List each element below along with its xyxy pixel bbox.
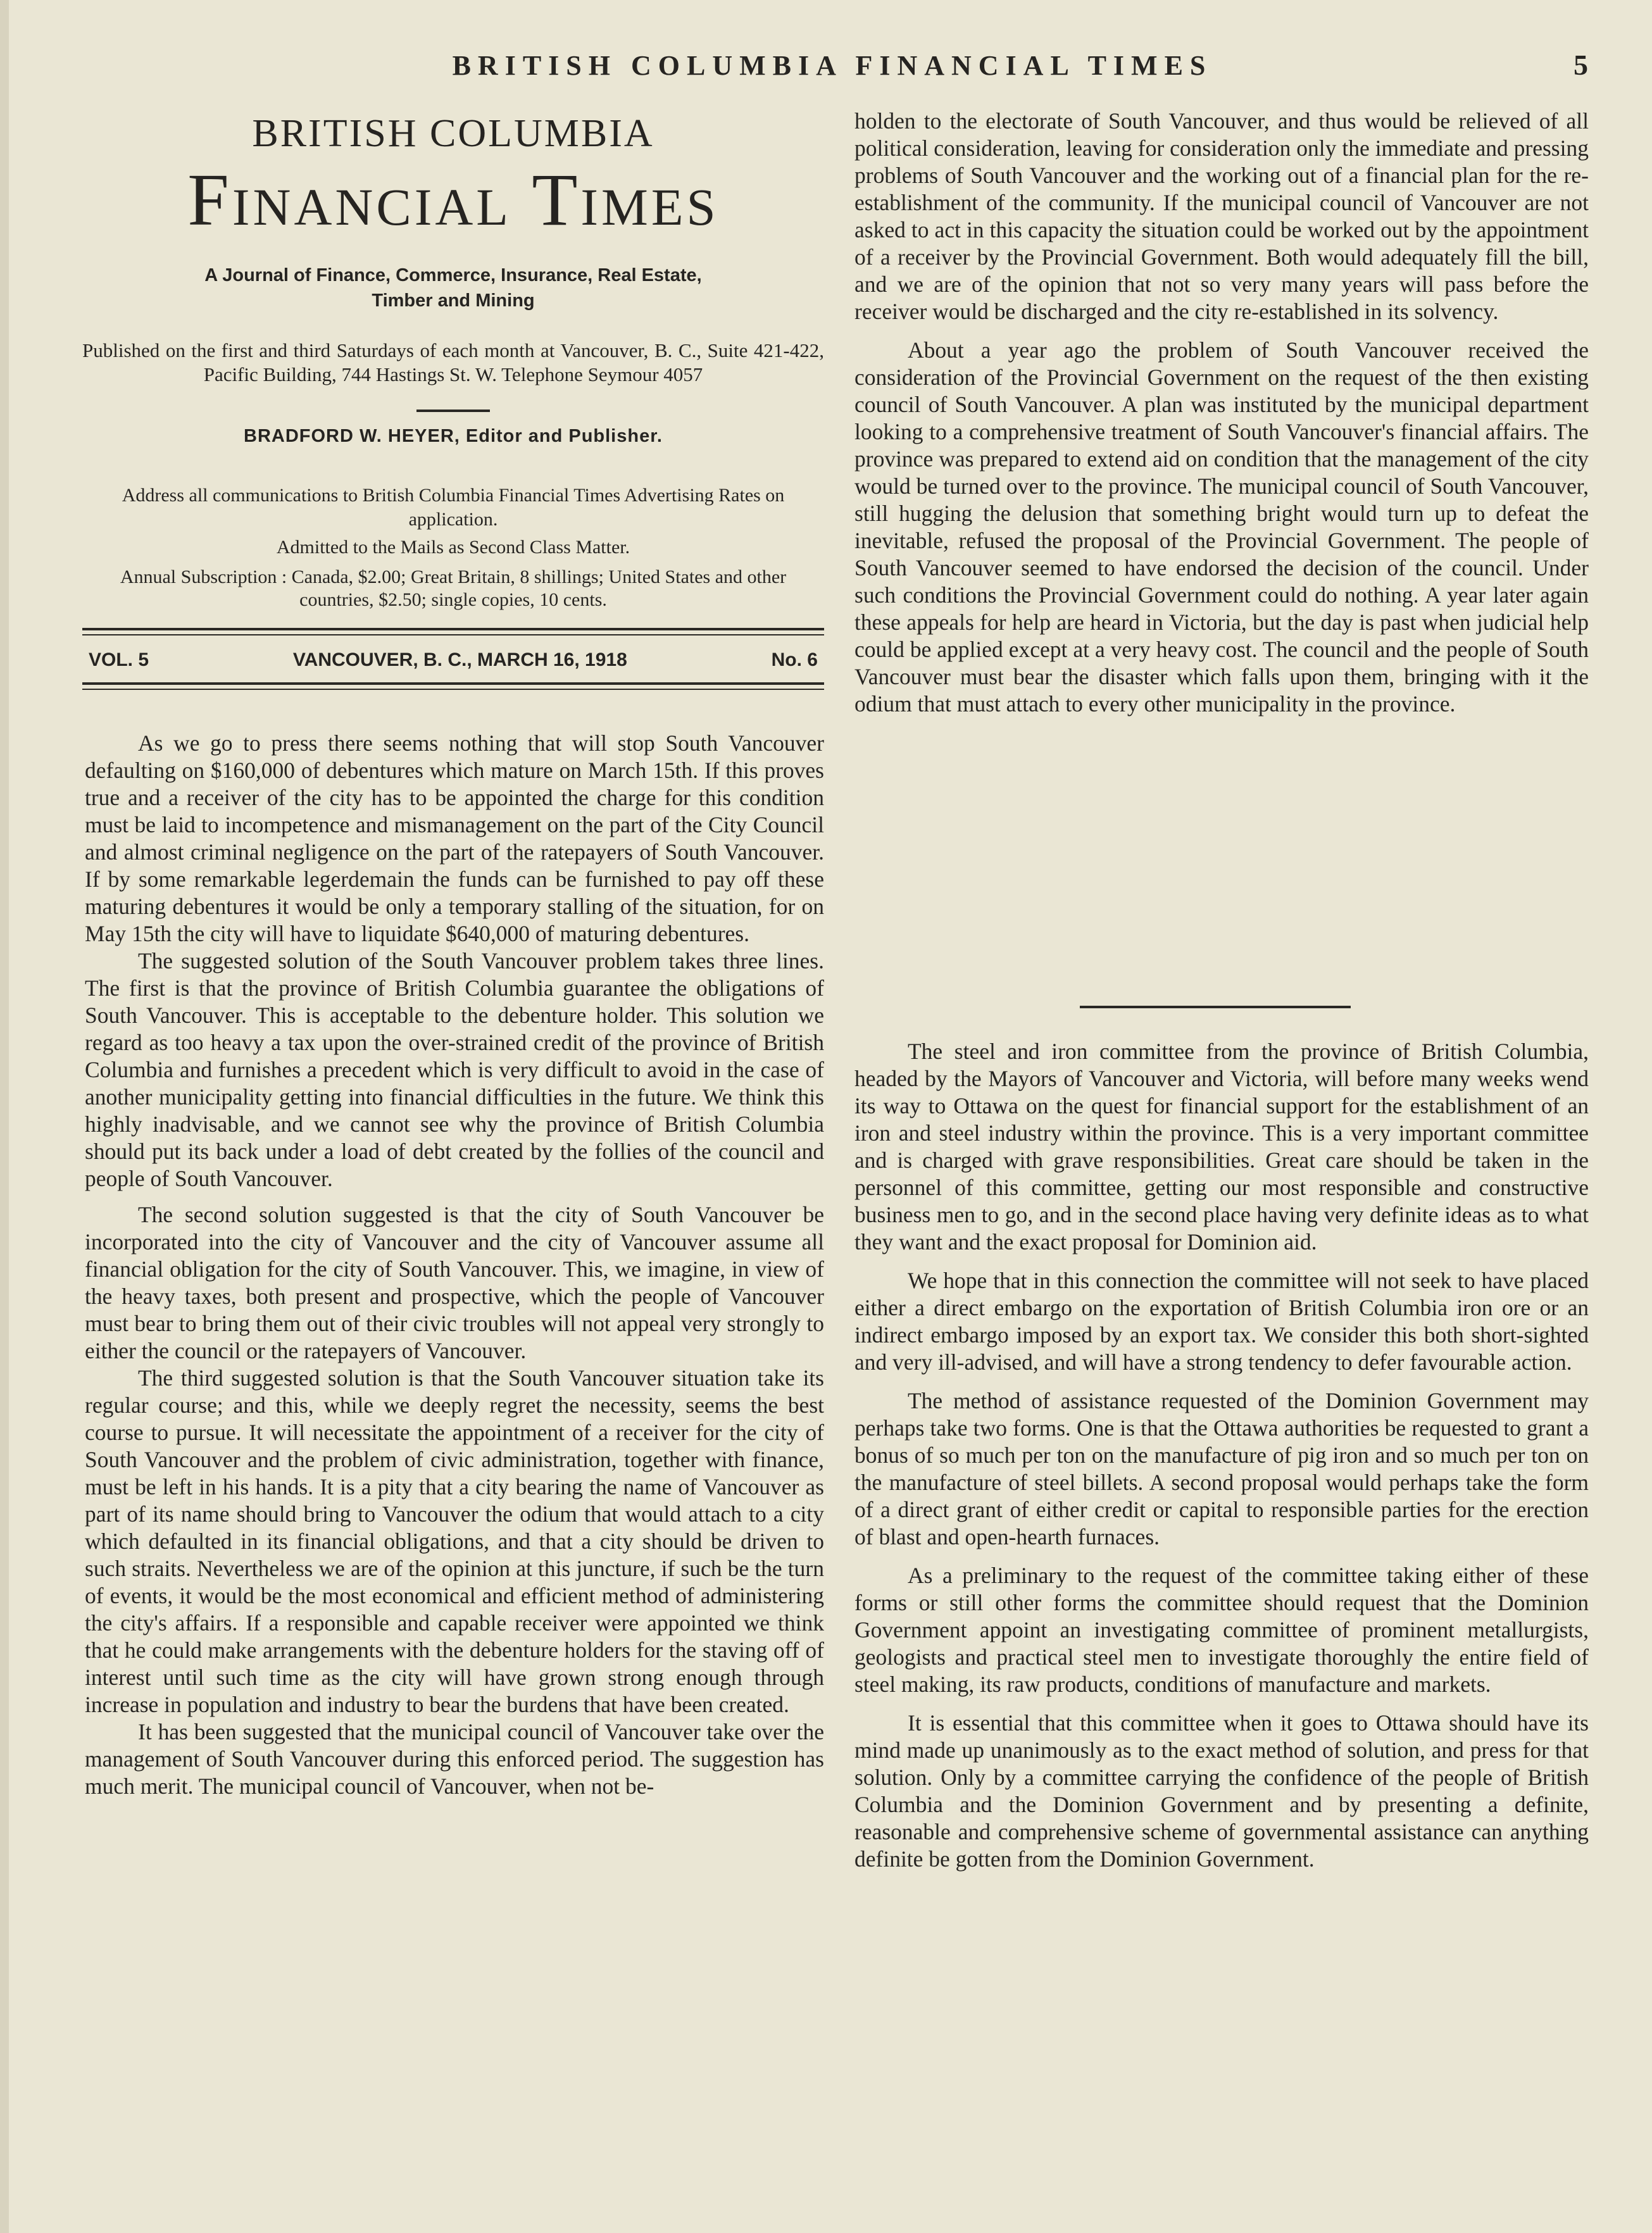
mailing-notice: Admitted to the Mails as Second Class Matter. <box>276 537 630 558</box>
paragraph: The suggested solution of the South Vancouver problem takes three lines. The first is that the province of British Columbia guarantee the obligations of South Vancouver. This is acceptable to the debenture holder. This solution we regard as too heavy a tax upon the over-strained credit of the province of British Columbia and furnishes a precedent which is very difficult to avoid in the case of another municipality getting into financial difficulties in the future. We think this highly inadvisable, and we cannot see why the province of British Columbia should put its back under a load of debt created by the follies of the council and people of South Vancouver. <box>85 948 824 1191</box>
page-edge <box>0 0 9 2233</box>
section-divider <box>1080 1006 1351 1008</box>
masthead-title-main: Financial Times <box>187 158 719 241</box>
double-rule-top <box>82 628 824 635</box>
subscription-info: Annual Subscription : Canada, $2.00; Great Britain, 8 shillings; United States and other countries, $2.50; single copies, 10 cents. <box>120 566 787 610</box>
paragraph: The method of assistance requested of the Dominion Government may perhaps take two forms. One is that the Ottawa authorities be requested to grant a bonus of so much per ton on the manufacture of pig iron and so much per ton on the manufacture of steel billets. A second proposal would perhaps take the form of a direct grant of either credit or capital to responsible parties for the erection of blast and open-hearth furnaces. <box>854 1388 1589 1549</box>
paragraph: The third suggested solution is that the South Vancouver situation take its regular course; and this, while we deeply regret the necessity, seems the best course to pursue. It will necessitate the appointment of a receiver for the city of South Vancouver and the problem of civic administration, together with finance, must be left in his hands. It is a pity that a city bearing the name of Vancouver as part of its name should bring to Vancouver the odium that would attach to a city which defaulted in its financial obligations, and that a city should be driven to such straits. Nevertheless we are of the opinion at this juncture, if such be the turn of events, it would be the most economical and efficient method of administering the city's affairs. If a responsible and capable receiver were appointed we think that he could make arrangements with the debenture holders for the staving off of interest until such time as the city will have grown strong enough through increase in population and industry to bear the burdens that have been created. <box>85 1365 824 1717</box>
paragraph: As we go to press there seems nothing that will stop South Vancouver defaulting on $160,000 of debentures which mature on March 15th. If this proves true and a receiver of the city has to be appointed the charge for this condition must be laid to incompetence and mismanagement on the part of the City Council and almost criminal negligence on the part of the ratepayers of South Vancouver. If by some remarkable legerdemain the funds can be furnished to pay off these maturing debentures it would be only a temporary stalling of the situation, for on May 15th the city will have to liquidate $640,000 of maturing debentures. <box>85 730 824 946</box>
short-rule <box>416 410 490 412</box>
article-steel-committee <box>854 1038 1589 1873</box>
article-south-vancouver <box>85 730 824 1800</box>
running-head: BRITISH COLUMBIA FINANCIAL TIMES <box>452 50 1213 81</box>
paragraph: The steel and iron committee from the province of British Columbia, headed by the Mayors of Vancouver and Victoria, will before many weeks wend its way to Ottawa on the quest for financial support for the establishment of an iron and steel industry within the province. This is a very important committee and is charged with grave responsibilities. Great care should be taken in the personnel of this committee, getting our most responsible and constructive business men to go, and in the second place having very definite ideas as to what they want and the exact proposal for Dominion aid. <box>854 1039 1589 1254</box>
masthead-subtitle: A Journal of Finance, Commerce, Insurance, Real Estate, Timber and Mining <box>204 265 702 311</box>
place-date: VANCOUVER, B. C., MARCH 16, 1918 <box>292 649 627 670</box>
masthead <box>82 111 824 690</box>
paragraph: It is essential that this committee when it goes to Ottawa should have its mind made up unanimously as to the exact method of solution, and press for that solution. Only by a committee carrying the confidence of the people of British Columbia and the Dominion Government and by presenting a definite, reasonable and comprehensive scheme of governmental assistance can anything definite be gotten from the Dominion Government. <box>854 1710 1589 1872</box>
double-rule-bottom <box>82 682 824 690</box>
paragraph: The second solution suggested is that the city of South Vancouver be incorporated into the city of Vancouver and the city of Vancouver assume all financial obligation for the city of South Vancouver. This, we imagine, in view of the heavy taxes, both present and prospective, which the people of Vancouver must bear to bring them out of their civic troubles will not appeal very strongly to either the council or the ratepayers of Vancouver. <box>85 1202 824 1363</box>
volume: VOL. 5 <box>89 649 149 670</box>
paragraph: It has been suggested that the municipal council of Vancouver take over the management of South Vancouver during this enforced period. The suggestion has much merit. The municipal council of Vancouver, when not be- <box>85 1719 824 1799</box>
paragraph: holden to the electorate of South Vancouver, and thus would be relieved of all political consideration, leaving for consideration only the immediate and pressing problems of South Vancouver and the working out of a financial plan for the re-establishment of the community. If the municipal council of Vancouver are not asked to act in this capacity the situation could be worked out by the appointment of a receiver by the Provincial Government. Both would adequately fill the bill, and we are of the opinion that not so very many years will pass before the receiver would be discharged and the city re-established in its solvency. <box>854 108 1589 324</box>
masthead-title-top: BRITISH COLUMBIA <box>252 112 654 155</box>
address-info: Address all communications to British Columbia Financial Times Advertising Rates on application. <box>122 485 785 530</box>
volume-line <box>82 649 824 671</box>
paragraph: We hope that in this connection the committee will not seek to have placed either a direct embargo on the exportation of British Columbia iron ore or an indirect embargo imposed by an export tax. We consider this both short-sighted and very ill-advised, and will have a strong tendency to defer favourable action. <box>854 1268 1589 1375</box>
paragraph: As a preliminary to the request of the committee taking either of these forms or still other forms the committee should request that the Dominion Government appoint an investigating committee of prominent metallurgists, geologists and practical steel men to investigate thoroughly the entire field of steel making, its raw products, conditions of manufacture and markets. <box>854 1563 1589 1697</box>
issue-number: No. 6 <box>771 649 818 670</box>
page-number: 5 <box>1574 49 1588 81</box>
editor-line: BRADFORD W. HEYER, Editor and Publisher. <box>244 426 663 446</box>
publication-info: Published on the first and third Saturdays of each month at Vancouver, B. C., Suite 421-422, Pacific Building, 744 Hastings St. W. Telephone Seymour 4057 <box>82 339 824 385</box>
article-south-vancouver-continued <box>854 108 1589 718</box>
paragraph: About a year ago the problem of South Vancouver received the consideration of the Provincial Government on the request of the then existing council of South Vancouver. A plan was instituted by the municipal department looking to a comprehensive treatment of South Vancouver's financial affairs. The province was prepared to extend aid on condition that the management of the city would be turned over to the province. The municipal council of South Vancouver, still hugging the delusion that something bright would turn up to defeat the inevitable, refused the proposal of the Provincial Government. The people of South Vancouver seemed to have endorsed the decision of the council. Under such conditions the Provincial Government could do nothing. A year later again these appeals for help are heard in Victoria, but the day is past when judicial help could be applied except at a very heavy cost. The council and the people of South Vancouver must bear the disaster which falls upon them, bringing with it the odium that must attach to every other municipality in the province. <box>854 337 1589 716</box>
